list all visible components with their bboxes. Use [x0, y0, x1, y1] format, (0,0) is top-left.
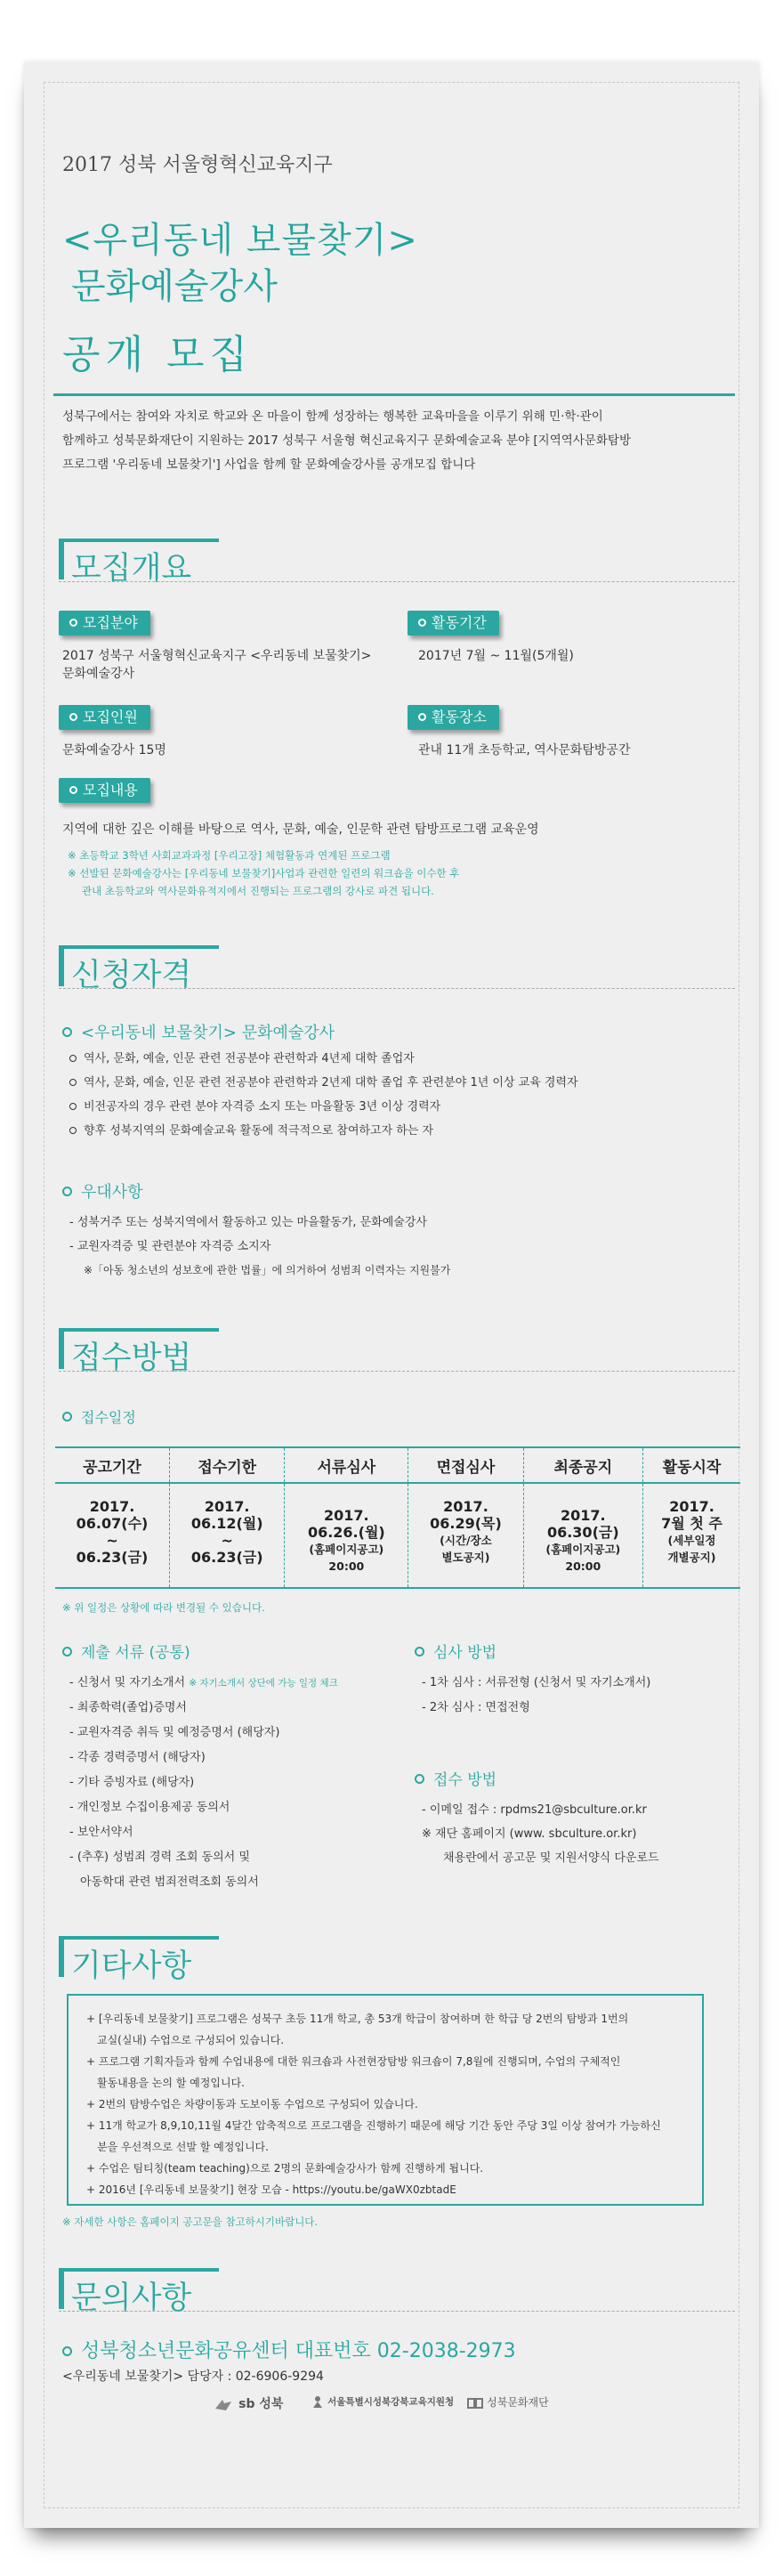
etc-line: 분을 우선적으로 선발 할 예정입니다.: [97, 2141, 269, 2153]
list-item: - 최종학력(졸업)증명서: [69, 1701, 187, 1714]
circle-icon: [62, 2346, 72, 2356]
edu-office-logo: 서울특별시성북강북교육지원청: [311, 2394, 454, 2409]
etc-line: + 2번의 탐방수업은 차량이동과 도보이동 수업으로 구성되어 있습니다.: [86, 2098, 418, 2110]
list-item: - 신청서 및 자기소개서 ※ 자기소개서 상단에 가능 일정 체크: [69, 1676, 338, 1689]
people-value: 문화예술강사 15명: [62, 743, 166, 757]
footer-logos: [214, 2386, 569, 2421]
overview-note: ※ 초등학교 3학년 사회교과과정 [우리고장] 체험활동과 연계된 프로그램 ※ 선발된 문화예술강사는 [우리동네 보물찾기]사업과 관련한 일련의 워크숍을 이수한 후 관내 초등학교와 역사문화유적지에서 진행되는 프로그램의 강사로 파견 됩니다.: [68, 849, 460, 897]
list-item: - (추후) 성범죄 경력 조회 동의서 및: [69, 1851, 250, 1864]
title-line-3: 공개 모집: [62, 332, 254, 377]
review-subtitle: 심사 방법: [415, 1640, 496, 1662]
period-label-pill: 활동기간: [408, 611, 499, 636]
list-item: 채용란에서 공고문 및 지원서양식 다운로드: [443, 1851, 659, 1865]
list-item: 역사, 문화, 예술, 인문 관련 전공분야 관련학과 4년제 대학 졸업자: [69, 1047, 578, 1071]
etc-line: 활동내용을 논의 할 예정입니다.: [97, 2077, 245, 2089]
table-header: 공고기간: [55, 1447, 170, 1483]
schedule-subtitle: 접수일정: [62, 1406, 136, 1427]
docs-note: ※ 자기소개서 상단에 가능 일정 체크: [189, 1678, 338, 1689]
circle-icon: [62, 1412, 72, 1422]
docs-subtitle: 제출 서류 (공통): [62, 1640, 190, 1662]
contact-center: 성북청소년문화공유센터 대표번호 02-2038-2973: [62, 2336, 516, 2363]
intro-line: 함께하고 성북문화재단이 지원하는 2017 성북구 서울형 혁신교육지구 문화예술교육 분야 [지역역사문화탐방: [62, 433, 632, 448]
qualification-list: [69, 1047, 578, 1143]
list-item: - 개인정보 수집이용제공 동의서: [69, 1801, 230, 1814]
etc-line: + 2016년 [우리동네 보물찾기] 현장 모습 - https://youtu.be/gaWX0zbtadE: [86, 2183, 456, 2196]
etc-line: + 수업은 팀티칭(team teaching)으로 2명의 문화예술강사가 함께 진행하게 됩니다.: [86, 2162, 484, 2175]
qualification-subtitle: <우리동네 보물찾기> 문화예술강사: [62, 1020, 335, 1043]
people-label-pill: 모집인원: [59, 705, 150, 730]
list-item: - 교원자격증 및 관련분야 자격증 소지자: [69, 1240, 271, 1253]
list-item: ※ 재단 홈페이지 (www. sbculture.or.kr): [422, 1827, 637, 1841]
intro-line: 프로그램 '우리동네 보물찾기'] 사업을 함께 할 문화예술강사를 공개모집 합니다: [62, 458, 476, 472]
table-header: 활동시작: [643, 1447, 741, 1483]
circle-icon: [62, 1647, 72, 1657]
circle-icon: [62, 1027, 72, 1037]
title-underline: [53, 393, 735, 396]
section-title: 기타사항: [71, 1948, 192, 1984]
section-title: 신청자격: [71, 958, 192, 993]
etc-note: ※ 자세한 사항은 홈페이지 공고문을 참고하시기바랍니다.: [62, 2216, 319, 2228]
table-cell: 2017. 06.26.(월) (홈페이지공고) 20:00: [285, 1483, 408, 1588]
field-value: 2017 성북구 서울형혁신교육지구 <우리동네 보물찾기> 문화예술강사: [62, 649, 372, 681]
field-label-pill: 모집분야: [59, 611, 150, 636]
foundation-logo: 성북문화재단: [467, 2394, 549, 2410]
list-item: - 성북거주 또는 성북지역에서 활동하고 있는 마을활동가, 문화예술강사: [69, 1216, 427, 1229]
table-cell: 2017. 06.29(목) (시간/장소 별도공지): [408, 1483, 523, 1588]
title-line-1: <우리동네 보물찾기>: [62, 220, 418, 261]
table-cell: 2017. 7월 첫 주 (세부일정 개별공지): [643, 1483, 741, 1588]
intro-text: [62, 405, 739, 477]
list-item: 향후 성북지역의 문화예술교육 활동에 적극적으로 참여하고자 하는 자: [69, 1119, 578, 1143]
etc-line: 교실(실내) 수업으로 구성되어 있습니다.: [97, 2034, 285, 2046]
content-label-pill: 모집내용: [59, 778, 150, 803]
etc-line: + 프로그램 기획자들과 함께 수업내용에 대한 워크숍과 사전현장탐방 워크숍이 7,8월에 진행되며, 수업의 구체적인: [86, 2055, 621, 2068]
list-item: - 2차 심사 : 면접전형: [422, 1701, 530, 1714]
receipt-subtitle: 접수 방법: [415, 1767, 496, 1789]
section-title: 모집개요: [71, 551, 192, 587]
etc-line: + 11개 학교가 8,9,10,11월 4달간 압축적으로 프로그램을 진행하기 때문에 해당 기간 동안 주당 3일 이상 참여가 가능하신: [86, 2119, 661, 2132]
section-title: 문의사항: [71, 2280, 192, 2316]
table-header: 최종공지: [523, 1447, 642, 1483]
preference-note: ※「아동 청소년의 성보호에 관한 법률」에 의거하여 성범죄 이력자는 지원불가: [84, 1264, 451, 1276]
list-item: 비전공자의 경우 관련 분야 자격증 소지 또는 마을활동 3년 이상 경력자: [69, 1095, 578, 1119]
review-list: [422, 1671, 650, 1721]
preference-list: [69, 1211, 450, 1283]
list-item: 아동학대 관련 범죄전력조회 동의서: [80, 1875, 259, 1889]
circle-icon: [418, 713, 426, 721]
circle-icon: [69, 786, 77, 794]
circle-icon: [69, 619, 77, 627]
table-header: 서류심사: [285, 1447, 408, 1483]
table-header: 면접심사: [408, 1447, 523, 1483]
etc-line: + [우리동네 보물찾기] 프로그램은 성북구 초등 11개 학교, 총 53개 학급이 참여하며 한 학급 당 2번의 탐방과 1번의: [86, 2013, 629, 2025]
list-item: - 기타 증빙자료 (해당자): [69, 1776, 195, 1789]
sb-logo: sb 성북: [214, 2394, 283, 2412]
list-item: 역사, 문화, 예술, 인문 관련 전공분야 관련학과 2년제 대학 졸업 후 관련분야 1년 이상 교육 경력자: [69, 1071, 578, 1095]
section-title: 접수방법: [71, 1341, 192, 1376]
preference-subtitle: 우대사항: [62, 1179, 143, 1203]
list-item: - 보안서약서: [69, 1826, 133, 1839]
list-item: - 이메일 접수 : rpdms21@sbculture.or.kr: [422, 1803, 647, 1817]
list-item: - 각종 경력증명서 (해당자): [69, 1751, 206, 1764]
place-value: 관내 11개 초등학교, 역사문화탐방공간: [418, 743, 631, 757]
receipt-list: [422, 1798, 659, 1870]
circle-icon: [69, 713, 77, 721]
title-line-2: 문화예술강사: [71, 266, 278, 307]
table-note: ※ 위 일정은 상황에 따라 변경될 수 있습니다.: [62, 1601, 265, 1614]
etc-box: [67, 1994, 704, 2206]
docs-list: [69, 1671, 338, 1895]
table-header: 접수기한: [170, 1447, 285, 1483]
table-cell: 2017. 06.12(월) ~ 06.23(금): [170, 1483, 285, 1588]
circle-icon: [62, 1187, 72, 1196]
table-cell: 2017. 06.07(수) ~ 06.23(금): [55, 1483, 170, 1588]
schedule-table: [55, 1446, 740, 1589]
circle-icon: [418, 619, 426, 627]
place-label-pill: 활동장소: [408, 705, 499, 730]
intro-line: 성북구에서는 참여와 자치로 학교와 온 마을이 함께 성장하는 행복한 교육마을을 이루기 위해 민·학·관이: [62, 409, 603, 424]
period-value: 2017년 7월 ~ 11월(5개월): [418, 649, 574, 663]
content-value: 지역에 대한 깊은 이해를 바탕으로 역사, 문화, 예술, 인문학 관련 탐방프로그램 교육운영: [62, 822, 539, 837]
list-item: - 1차 심사 : 서류전형 (신청서 및 자기소개서): [422, 1676, 651, 1689]
contact-manager: <우리동네 보물찾기> 담당자 : 02-6906-9294: [62, 2369, 324, 2384]
org-name: 2017 성북 서울형혁신교육지구: [62, 154, 333, 176]
list-item: - 교원자격증 취득 및 예정증명서 (해당자): [69, 1726, 280, 1739]
table-cell: 2017. 06.30(금) (홈페이지공고) 20:00: [523, 1483, 642, 1588]
circle-icon: [415, 1774, 424, 1784]
circle-icon: [415, 1647, 424, 1657]
